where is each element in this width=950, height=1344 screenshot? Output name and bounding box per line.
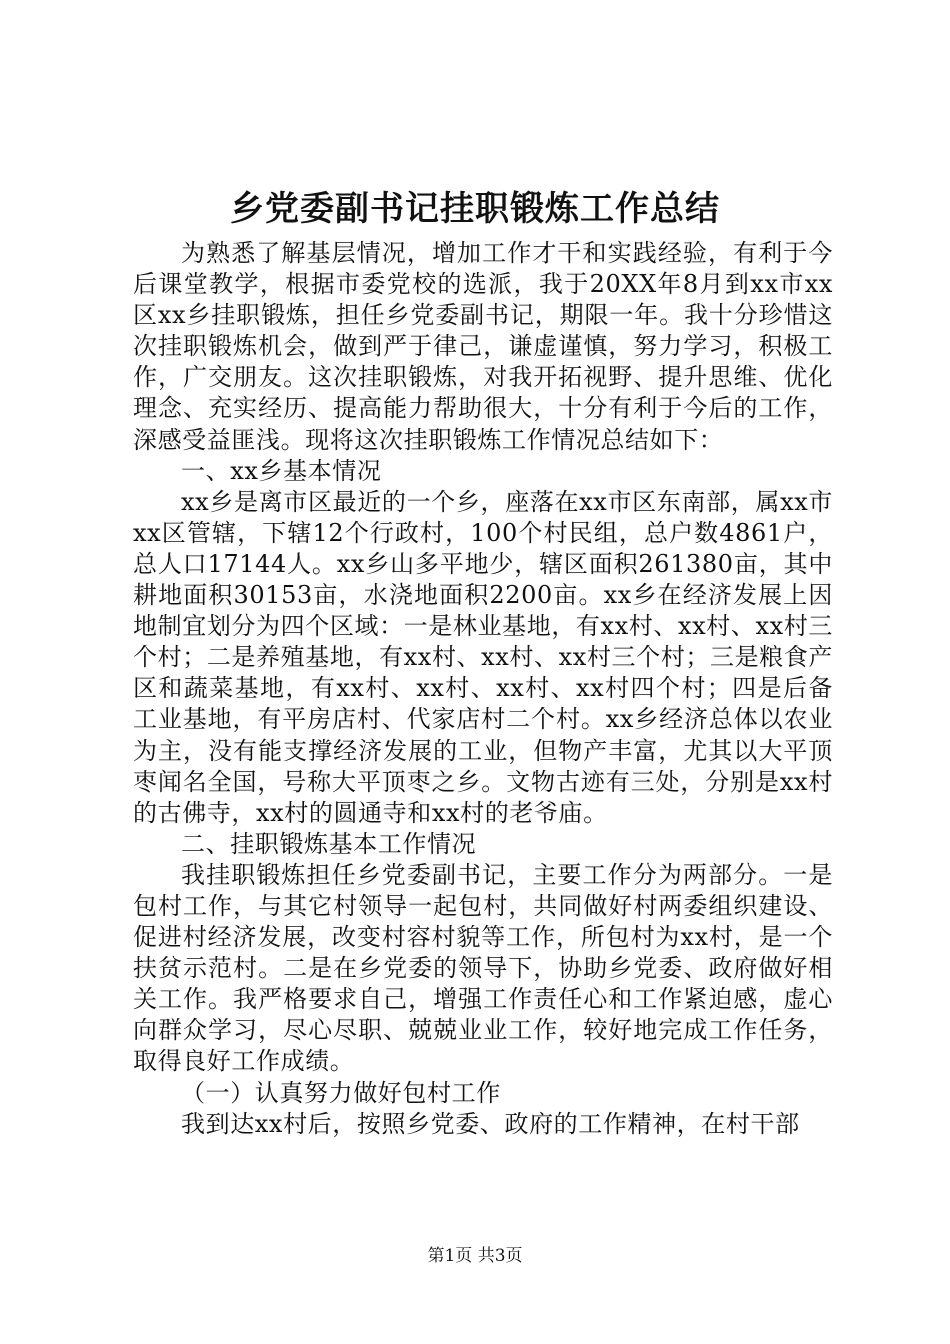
- section-heading-basic-situation: 一、xx乡基本情况: [181, 456, 382, 485]
- subsection-heading-village-work: （一）认真努力做好包村工作: [181, 1078, 501, 1107]
- paragraph-basic-situation: xx乡是离市区最近的一个乡，座落在xx市区东南部，属xx市xx区管辖，下辖12个行政村，100个村民组，总户数4861户，总人口17144人。xx乡山多平地少，辖区面积261380亩，其中耕地面积30153亩，水浇地面积2200亩。xx乡在经济发展上因地制宜划分为四个区域：一是林业基地，有xx村、xx村、xx村三个村；二是养殖基地，有xx村、xx村、xx村三个村；三是粮食产区和蔬菜基地，有xx村、xx村、xx村、xx村四个村；四是后备工业基地，有平房店村、代家店村二个村。xx乡经济总体以农业为主，没有能支撑经济发展的工业，但物产丰富，尤其以大平顶枣闻名全国，号称大平顶枣之乡。文物古迹有三处，分别是xx村的古佛寺，xx村的圆通寺和xx村的老爷庙。: [133, 487, 833, 827]
- paragraph-intro: 为熟悉了解基层情况，增加工作才干和实践经验，有利于今后课堂教学，根据市委党校的选派，我于20XX年8月到xx市xx区xx乡挂职锻炼，担任乡党委副书记，期限一年。我十分珍惜这次挂职锻炼机会，做到严于律己，谦虚谨慎，努力学习，积极工作，广交朋友。这次挂职锻炼，对我开拓视野、提升思维、优化理念、充实经历、提高能力帮助很大，十分有利于今后的工作，深感受益匪浅。现将这次挂职锻炼工作情况总结如下：: [133, 239, 833, 454]
- document-body: [133, 238, 833, 1140]
- paragraph-work-situation: 我挂职锻炼担任乡党委副书记，主要工作分为两部分。一是包村工作，与其它村领导一起包村，共同做好村两委组织建设、促进村经济发展，改变村容村貌等工作，所包村为xx村，是一个扶贫示范村。二是在乡党委的领导下，协助乡党委、政府做好相关工作。我严格要求自己，增强工作责任心和工作紧迫感，虚心向群众学习，尽心尽职、兢兢业业工作，较好地完成工作任务，取得良好工作成绩。: [133, 860, 833, 1076]
- paragraph-village-work: 我到达xx村后，按照乡党委、政府的工作精神，在村干部: [181, 1109, 800, 1138]
- section-heading-work-situation: 二、挂职锻炼基本工作情况: [181, 829, 477, 858]
- document-title: 乡党委副书记挂职锻炼工作总结: [230, 189, 720, 229]
- page-number-footer: 第1页 共3页: [427, 1246, 523, 1266]
